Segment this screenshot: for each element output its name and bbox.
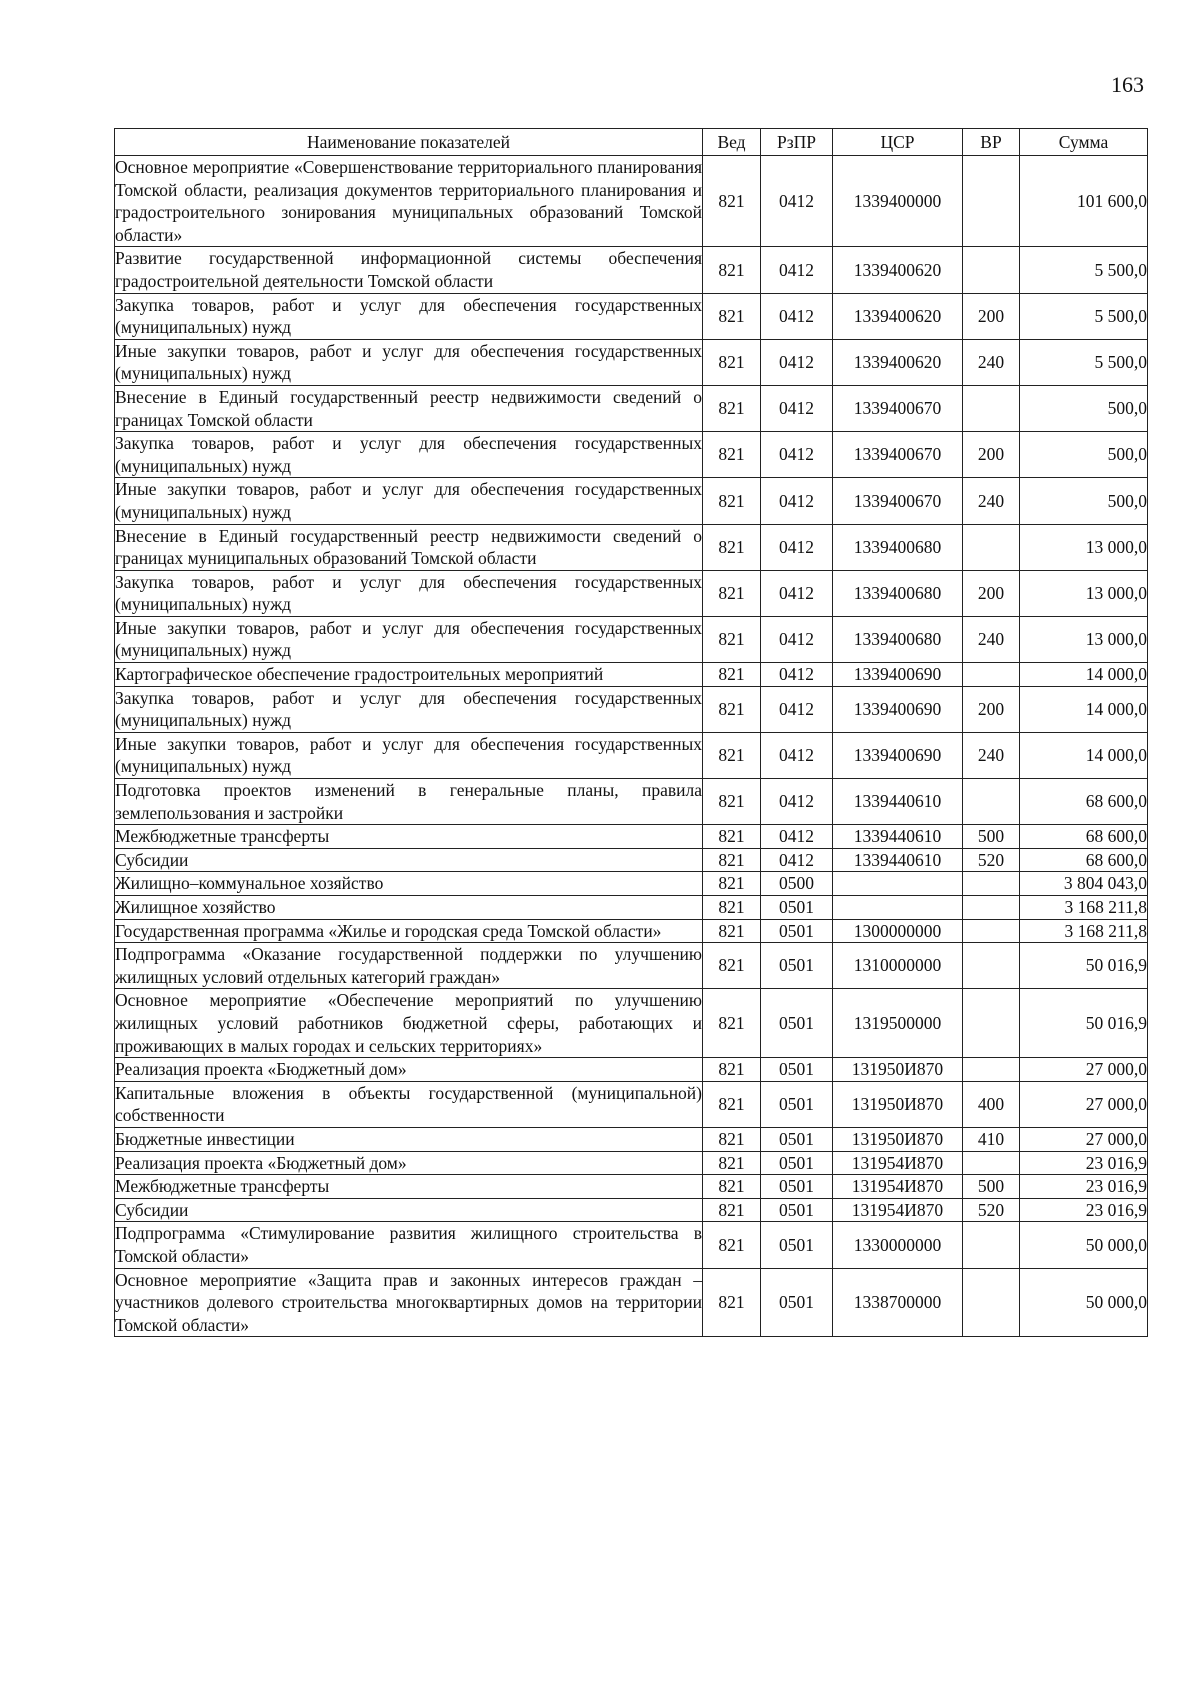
cell-ved: 821 <box>703 156 761 247</box>
budget-table <box>114 128 1148 1337</box>
cell-csr: 1339440610 <box>833 848 963 872</box>
cell-name: Жилищное хозяйство <box>115 896 703 920</box>
cell-name: Иные закупки товаров, работ и услуг для обеспечения государственных (муниципальных) нужд <box>115 478 703 524</box>
cell-name: Иные закупки товаров, работ и услуг для обеспечения государственных (муниципальных) нужд <box>115 616 703 662</box>
cell-rzpr: 0501 <box>761 896 833 920</box>
cell-name: Основное мероприятие «Обеспечение мероприятий по улучшению жилищных условий работников бюджетной сферы, работающих и проживающих в малых городах и сельских территориях» <box>115 989 703 1058</box>
cell-csr: 1330000000 <box>833 1222 963 1268</box>
cell-vr <box>963 1151 1020 1175</box>
table-row <box>115 1198 1148 1222</box>
cell-sum: 5 500,0 <box>1020 247 1148 293</box>
cell-rzpr: 0412 <box>761 478 833 524</box>
cell-sum: 50 016,9 <box>1020 989 1148 1058</box>
cell-name: Субсидии <box>115 848 703 872</box>
cell-name: Подготовка проектов изменений в генеральные планы, правила землепользования и застройки <box>115 779 703 825</box>
cell-ved: 821 <box>703 663 761 687</box>
cell-sum: 13 000,0 <box>1020 570 1148 616</box>
cell-vr <box>963 156 1020 247</box>
table-row <box>115 732 1148 778</box>
cell-ved: 821 <box>703 943 761 989</box>
cell-sum: 14 000,0 <box>1020 732 1148 778</box>
cell-name: Жилищно–коммунальное хозяйство <box>115 872 703 896</box>
cell-csr: 1339400690 <box>833 732 963 778</box>
table-body <box>115 156 1148 1337</box>
cell-ved: 821 <box>703 779 761 825</box>
cell-sum: 101 600,0 <box>1020 156 1148 247</box>
cell-name: Картографическое обеспечение градостроительных мероприятий <box>115 663 703 687</box>
cell-vr <box>963 1058 1020 1082</box>
cell-sum: 68 600,0 <box>1020 848 1148 872</box>
cell-vr: 500 <box>963 1175 1020 1199</box>
cell-csr: 1339400690 <box>833 686 963 732</box>
cell-rzpr: 0412 <box>761 156 833 247</box>
table-row <box>115 293 1148 339</box>
cell-vr <box>963 247 1020 293</box>
cell-rzpr: 0501 <box>761 1058 833 1082</box>
cell-vr: 200 <box>963 432 1020 478</box>
cell-csr: 1338700000 <box>833 1268 963 1337</box>
cell-csr: 131950И870 <box>833 1127 963 1151</box>
cell-name: Подпрограмма «Оказание государственной поддержки по улучшению жилищных условий отдельных категорий граждан» <box>115 943 703 989</box>
cell-ved: 821 <box>703 1058 761 1082</box>
cell-csr: 131954И870 <box>833 1198 963 1222</box>
cell-sum: 27 000,0 <box>1020 1081 1148 1127</box>
table-row <box>115 989 1148 1058</box>
cell-vr: 240 <box>963 339 1020 385</box>
cell-name: Реализация проекта «Бюджетный дом» <box>115 1151 703 1175</box>
cell-name: Внесение в Единый государственный реестр недвижимости сведений о границах Томской области <box>115 385 703 431</box>
cell-name: Внесение в Единый государственный реестр недвижимости сведений о границах муниципальных образований Томской области <box>115 524 703 570</box>
cell-ved: 821 <box>703 686 761 732</box>
cell-ved: 821 <box>703 339 761 385</box>
cell-csr: 1339400680 <box>833 616 963 662</box>
cell-ved: 821 <box>703 385 761 431</box>
table-row <box>115 385 1148 431</box>
column-header-csr: ЦСР <box>833 129 963 156</box>
cell-sum: 14 000,0 <box>1020 686 1148 732</box>
cell-vr: 200 <box>963 570 1020 616</box>
cell-vr: 240 <box>963 616 1020 662</box>
column-header-sum: Сумма <box>1020 129 1148 156</box>
cell-ved: 821 <box>703 989 761 1058</box>
table-row <box>115 247 1148 293</box>
table-row <box>115 1151 1148 1175</box>
cell-sum: 27 000,0 <box>1020 1127 1148 1151</box>
cell-csr: 1319500000 <box>833 989 963 1058</box>
cell-rzpr: 0412 <box>761 293 833 339</box>
cell-sum: 23 016,9 <box>1020 1198 1148 1222</box>
cell-vr <box>963 385 1020 431</box>
cell-csr: 131950И870 <box>833 1081 963 1127</box>
cell-vr <box>963 524 1020 570</box>
cell-ved: 821 <box>703 478 761 524</box>
cell-vr: 240 <box>963 732 1020 778</box>
table-row <box>115 872 1148 896</box>
cell-rzpr: 0412 <box>761 570 833 616</box>
cell-rzpr: 0412 <box>761 779 833 825</box>
cell-vr: 500 <box>963 825 1020 849</box>
cell-sum: 23 016,9 <box>1020 1151 1148 1175</box>
cell-vr: 200 <box>963 686 1020 732</box>
cell-name: Межбюджетные трансферты <box>115 825 703 849</box>
table-row <box>115 1175 1148 1199</box>
cell-csr: 1339400690 <box>833 663 963 687</box>
column-header-ved: Вед <box>703 129 761 156</box>
cell-vr <box>963 919 1020 943</box>
cell-name: Подпрограмма «Стимулирование развития жилищного строительства в Томской области» <box>115 1222 703 1268</box>
cell-ved: 821 <box>703 293 761 339</box>
cell-vr <box>963 1268 1020 1337</box>
cell-name: Реализация проекта «Бюджетный дом» <box>115 1058 703 1082</box>
cell-rzpr: 0412 <box>761 524 833 570</box>
table-row <box>115 616 1148 662</box>
cell-rzpr: 0412 <box>761 732 833 778</box>
cell-rzpr: 0412 <box>761 663 833 687</box>
table-row <box>115 943 1148 989</box>
cell-rzpr: 0501 <box>761 1127 833 1151</box>
cell-vr: 240 <box>963 478 1020 524</box>
cell-rzpr: 0412 <box>761 339 833 385</box>
cell-sum: 3 804 043,0 <box>1020 872 1148 896</box>
cell-name: Бюджетные инвестиции <box>115 1127 703 1151</box>
cell-sum: 3 168 211,8 <box>1020 896 1148 920</box>
cell-ved: 821 <box>703 247 761 293</box>
cell-name: Основное мероприятие «Защита прав и законных интересов граждан – участников долевого строительства многоквартирных домов на территории Томской области» <box>115 1268 703 1337</box>
cell-sum: 68 600,0 <box>1020 825 1148 849</box>
cell-sum: 500,0 <box>1020 478 1148 524</box>
cell-sum: 5 500,0 <box>1020 293 1148 339</box>
cell-name: Закупка товаров, работ и услуг для обеспечения государственных (муниципальных) нужд <box>115 686 703 732</box>
table-header <box>115 129 1148 156</box>
cell-ved: 821 <box>703 616 761 662</box>
cell-ved: 821 <box>703 1127 761 1151</box>
cell-sum: 500,0 <box>1020 385 1148 431</box>
cell-csr <box>833 896 963 920</box>
cell-csr: 1339400670 <box>833 432 963 478</box>
table-row <box>115 848 1148 872</box>
cell-rzpr: 0501 <box>761 943 833 989</box>
cell-vr: 400 <box>963 1081 1020 1127</box>
table-row <box>115 1127 1148 1151</box>
table-row <box>115 825 1148 849</box>
cell-sum: 68 600,0 <box>1020 779 1148 825</box>
cell-csr: 1339440610 <box>833 779 963 825</box>
cell-rzpr: 0501 <box>761 919 833 943</box>
cell-csr: 1339400620 <box>833 293 963 339</box>
cell-ved: 821 <box>703 524 761 570</box>
cell-ved: 821 <box>703 432 761 478</box>
cell-rzpr: 0501 <box>761 1151 833 1175</box>
cell-csr: 1310000000 <box>833 943 963 989</box>
cell-name: Иные закупки товаров, работ и услуг для обеспечения государственных (муниципальных) нужд <box>115 732 703 778</box>
cell-vr: 410 <box>963 1127 1020 1151</box>
cell-name: Капитальные вложения в объекты государственной (муниципальной) собственности <box>115 1081 703 1127</box>
cell-rzpr: 0412 <box>761 385 833 431</box>
column-header-vr: ВР <box>963 129 1020 156</box>
cell-sum: 27 000,0 <box>1020 1058 1148 1082</box>
cell-vr: 520 <box>963 848 1020 872</box>
cell-ved: 821 <box>703 896 761 920</box>
cell-ved: 821 <box>703 1222 761 1268</box>
cell-rzpr: 0501 <box>761 1175 833 1199</box>
table-row <box>115 432 1148 478</box>
cell-ved: 821 <box>703 1268 761 1337</box>
cell-sum: 50 000,0 <box>1020 1222 1148 1268</box>
cell-csr: 1339400670 <box>833 385 963 431</box>
column-header-rzpr: РзПР <box>761 129 833 156</box>
cell-name: Закупка товаров, работ и услуг для обеспечения государственных (муниципальных) нужд <box>115 570 703 616</box>
cell-rzpr: 0501 <box>761 1198 833 1222</box>
cell-name: Иные закупки товаров, работ и услуг для обеспечения государственных (муниципальных) нужд <box>115 339 703 385</box>
cell-csr: 1339400620 <box>833 339 963 385</box>
cell-rzpr: 0501 <box>761 1268 833 1337</box>
cell-ved: 821 <box>703 732 761 778</box>
cell-sum: 50 016,9 <box>1020 943 1148 989</box>
cell-sum: 13 000,0 <box>1020 616 1148 662</box>
cell-ved: 821 <box>703 919 761 943</box>
cell-csr: 131954И870 <box>833 1151 963 1175</box>
cell-name: Субсидии <box>115 1198 703 1222</box>
table-row <box>115 686 1148 732</box>
cell-vr <box>963 943 1020 989</box>
table-row <box>115 156 1148 247</box>
cell-sum: 50 000,0 <box>1020 1268 1148 1337</box>
cell-ved: 821 <box>703 1198 761 1222</box>
cell-vr <box>963 896 1020 920</box>
cell-rzpr: 0412 <box>761 432 833 478</box>
cell-csr: 1339400000 <box>833 156 963 247</box>
cell-sum: 500,0 <box>1020 432 1148 478</box>
cell-csr: 1339400670 <box>833 478 963 524</box>
cell-name: Закупка товаров, работ и услуг для обеспечения государственных (муниципальных) нужд <box>115 432 703 478</box>
cell-sum: 13 000,0 <box>1020 524 1148 570</box>
cell-csr: 131950И870 <box>833 1058 963 1082</box>
cell-vr <box>963 779 1020 825</box>
cell-rzpr: 0412 <box>761 686 833 732</box>
cell-ved: 821 <box>703 825 761 849</box>
cell-rzpr: 0500 <box>761 872 833 896</box>
cell-rzpr: 0412 <box>761 616 833 662</box>
table-row <box>115 1058 1148 1082</box>
cell-csr: 1339400680 <box>833 524 963 570</box>
table-row <box>115 1222 1148 1268</box>
cell-rzpr: 0501 <box>761 1222 833 1268</box>
cell-name: Основное мероприятие «Совершенствование территориального планирования Томской области, реализация документов территориального планирования и градостроительного зонирования муниципальных образований Томской области» <box>115 156 703 247</box>
page-number: 163 <box>1111 72 1144 97</box>
cell-sum: 3 168 211,8 <box>1020 919 1148 943</box>
table-row <box>115 478 1148 524</box>
table-row <box>115 339 1148 385</box>
table-row <box>115 524 1148 570</box>
cell-rzpr: 0412 <box>761 848 833 872</box>
cell-csr: 1339400680 <box>833 570 963 616</box>
cell-vr <box>963 872 1020 896</box>
cell-csr <box>833 872 963 896</box>
table-row <box>115 1268 1148 1337</box>
cell-csr: 1339400620 <box>833 247 963 293</box>
cell-rzpr: 0412 <box>761 247 833 293</box>
table-row <box>115 919 1148 943</box>
table-row <box>115 663 1148 687</box>
cell-name: Закупка товаров, работ и услуг для обеспечения государственных (муниципальных) нужд <box>115 293 703 339</box>
cell-vr <box>963 1222 1020 1268</box>
cell-sum: 14 000,0 <box>1020 663 1148 687</box>
cell-csr: 131954И870 <box>833 1175 963 1199</box>
cell-name: Государственная программа «Жилье и городская среда Томской области» <box>115 919 703 943</box>
table-row <box>115 896 1148 920</box>
cell-rzpr: 0501 <box>761 1081 833 1127</box>
header-row <box>115 129 1148 156</box>
cell-vr <box>963 989 1020 1058</box>
cell-vr: 200 <box>963 293 1020 339</box>
table-row <box>115 779 1148 825</box>
cell-vr <box>963 663 1020 687</box>
cell-name: Межбюджетные трансферты <box>115 1175 703 1199</box>
table-row <box>115 570 1148 616</box>
column-header-name: Наименование показателей <box>115 129 703 156</box>
cell-sum: 5 500,0 <box>1020 339 1148 385</box>
cell-rzpr: 0412 <box>761 825 833 849</box>
cell-ved: 821 <box>703 1175 761 1199</box>
cell-vr: 520 <box>963 1198 1020 1222</box>
cell-name: Развитие государственной информационной системы обеспечения градостроительной деятельности Томской области <box>115 247 703 293</box>
cell-ved: 821 <box>703 570 761 616</box>
cell-csr: 1300000000 <box>833 919 963 943</box>
cell-ved: 821 <box>703 848 761 872</box>
table-row <box>115 1081 1148 1127</box>
cell-sum: 23 016,9 <box>1020 1175 1148 1199</box>
cell-ved: 821 <box>703 872 761 896</box>
cell-ved: 821 <box>703 1081 761 1127</box>
cell-csr: 1339440610 <box>833 825 963 849</box>
cell-rzpr: 0501 <box>761 989 833 1058</box>
cell-ved: 821 <box>703 1151 761 1175</box>
